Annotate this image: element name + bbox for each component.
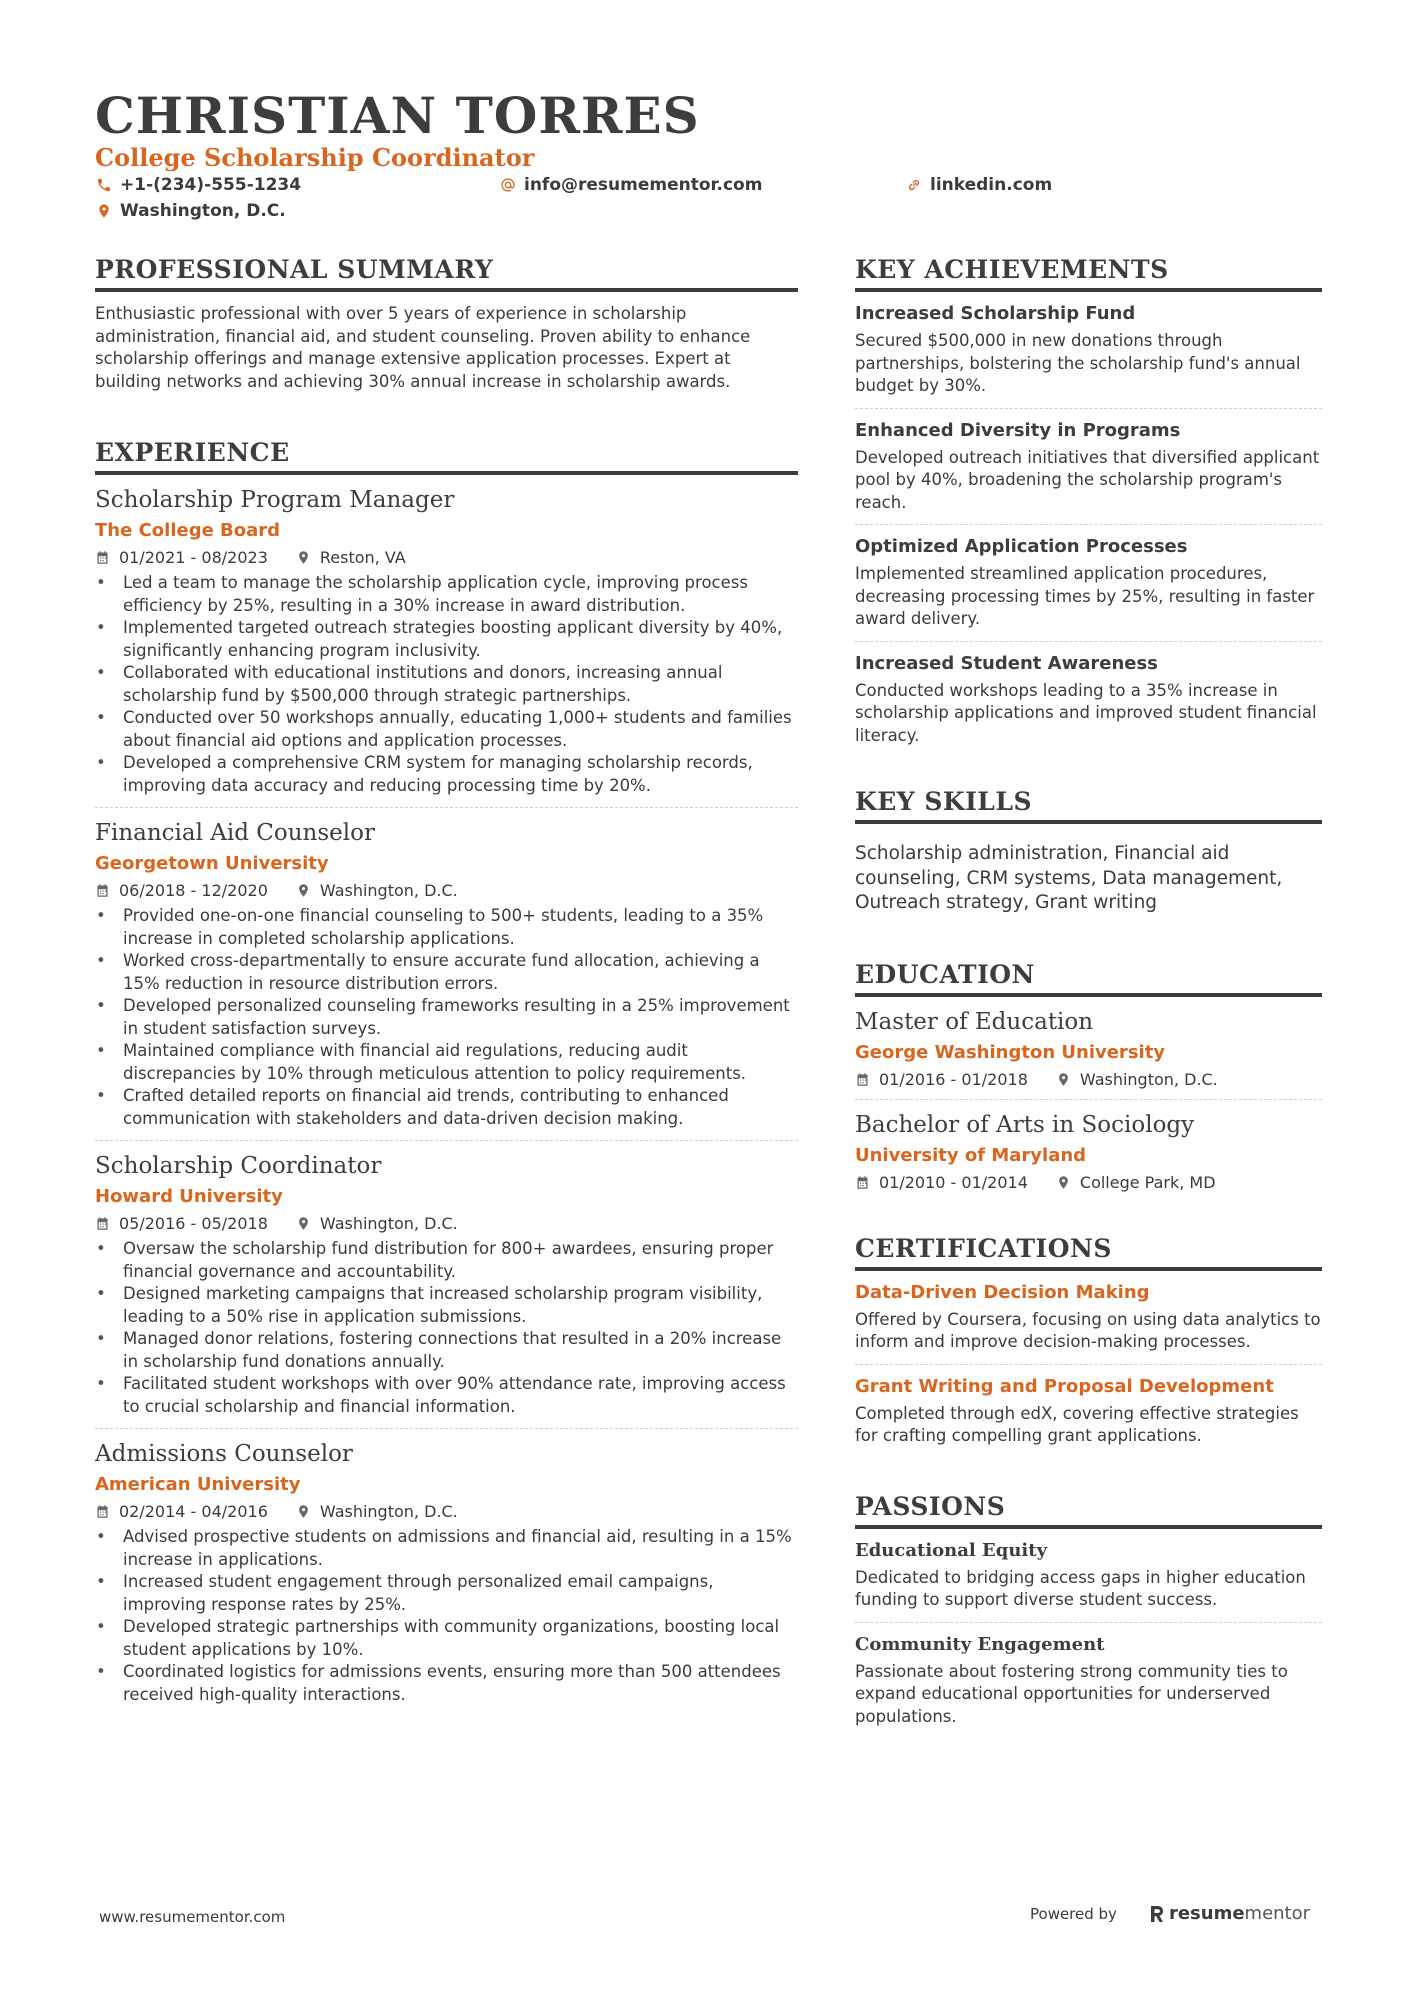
skills-section	[855, 787, 1322, 916]
date-range	[95, 1502, 268, 1521]
achievement-item	[855, 653, 1322, 748]
bullet-item: • Conducted over 50 workshops annually, educating 1,000+ students and families about financial aid options and application processes.	[95, 707, 798, 752]
meta-row	[95, 548, 798, 567]
bullet-item: • Worked cross-departmentally to ensure accurate fund allocation, achieving a 15% reduction in resource distribution errors.	[95, 950, 798, 995]
degree-title: Master of Education	[855, 1008, 1094, 1035]
divider	[855, 1622, 1322, 1623]
achievement-desc: Conducted workshops leading to a 35% increase in scholarship applications and improved student financial literacy.	[855, 680, 1317, 745]
achievement-desc: Secured $500,000 in new donations through partnerships, bolstering the scholarship fund's annual budget by 30%.	[855, 331, 1301, 395]
right-column	[855, 255, 1322, 1728]
company-name: American University	[95, 1474, 301, 1495]
brand-light: mentor	[1244, 1903, 1311, 1924]
footer-website[interactable]: www.resumementor.com	[99, 1908, 286, 1926]
brand-logo[interactable]	[1149, 1903, 1310, 1924]
email-text: info@resumementor.com	[524, 175, 763, 195]
passion-item	[855, 1540, 1322, 1623]
bullet-item: • Oversaw the scholarship fund distribution for 800+ awardees, ensuring proper financial governance and accountability.	[95, 1238, 798, 1283]
achievement-item	[855, 536, 1322, 642]
location-text: Washington, D.C.	[319, 1502, 458, 1521]
summary-heading: PROFESSIONAL SUMMARY	[95, 255, 798, 292]
achievements-heading: KEY ACHIEVEMENTS	[855, 255, 1322, 292]
achievement-item	[855, 420, 1322, 526]
date-text: 01/2010 - 01/2014	[879, 1172, 1028, 1192]
certification-item	[855, 1282, 1322, 1365]
achievement-title: Increased Student Awareness	[855, 652, 1158, 674]
linkedin-text: linkedin.com	[930, 175, 1053, 195]
meta-location	[296, 1214, 458, 1233]
divider	[855, 524, 1322, 525]
bullet-item: • Advised prospective students on admissions and financial aid, resulting in a 15% increase in applications.	[95, 1526, 798, 1571]
location-pin-icon	[1056, 1072, 1071, 1087]
passions-list	[855, 1540, 1322, 1729]
experience-heading: EXPERIENCE	[95, 438, 798, 475]
certification-desc: Offered by Coursera, focusing on using data analytics to inform and improve decision-making processes.	[855, 1309, 1321, 1351]
passion-title: Community Engagement	[855, 1633, 1105, 1655]
company-name: Howard University	[95, 1186, 283, 1207]
job-bullets	[95, 1526, 798, 1706]
calendar-icon	[855, 1072, 870, 1087]
divider	[855, 1364, 1322, 1365]
certification-title: Data-Driven Decision Making	[855, 1281, 1150, 1303]
divider	[855, 408, 1322, 409]
job-entry	[95, 487, 798, 808]
candidate-name: CHRISTIAN TORRES	[95, 86, 700, 145]
job-title: Admissions Counselor	[95, 1441, 353, 1467]
calendar-icon	[855, 1175, 870, 1190]
location-text: Washington, D.C.	[319, 881, 458, 900]
passion-desc: Passionate about fostering strong community ties to expand educational opportunities for underserved populations.	[855, 1661, 1288, 1726]
at-icon	[500, 177, 516, 193]
location-text: Washington, D.C.	[1079, 1069, 1218, 1089]
bullet-item: • Implemented targeted outreach strategies boosting applicant diversity by 40%, significantly enhancing program inclusivity.	[95, 617, 798, 662]
meta-location	[296, 881, 458, 900]
location-pin-icon	[296, 1504, 311, 1519]
calendar-icon	[95, 1216, 110, 1231]
meta-location	[1056, 1173, 1216, 1192]
job-bullets	[95, 1238, 798, 1418]
passion-desc: Dedicated to bridging access gaps in higher education funding to support diverse student success.	[855, 1567, 1306, 1609]
divider	[95, 1140, 798, 1141]
date-text: 01/2016 - 01/2018	[879, 1069, 1028, 1089]
bullet-item: • Crafted detailed reports on financial aid trends, contributing to enhanced communication with stakeholders and data-driven decision making.	[95, 1085, 798, 1130]
bullet-item: • Coordinated logistics for admissions events, ensuring more than 500 attendees received high-quality interactions.	[95, 1661, 798, 1706]
passion-item	[855, 1634, 1322, 1729]
bullet-item: • Led a team to manage the scholarship application cycle, improving process efficiency by 25%, resulting in a 30% increase in award distribution.	[95, 572, 798, 617]
calendar-icon	[95, 883, 110, 898]
experience-list	[95, 487, 798, 1706]
location-pin-icon	[296, 883, 311, 898]
summary-text: Enthusiastic professional with over 5 years of experience in scholarship administration, financial aid, and student counseling. Proven ability to enhance scholarship offerings and manage extensive application processes. Expert at building networks and achieving 30% annual increase in scholarship awards.	[95, 304, 751, 391]
certifications-heading: CERTIFICATIONS	[855, 1234, 1322, 1271]
skills-text: Scholarship administration, Financial aid counseling, CRM systems, Data management, Outreach strategy, Grant writing	[855, 843, 1283, 913]
date-text: 02/2014 - 04/2016	[119, 1502, 268, 1521]
calendar-icon	[95, 1504, 110, 1519]
skills-heading: KEY SKILLS	[855, 787, 1322, 824]
location-pin-icon	[296, 1216, 311, 1231]
footer-powered	[1030, 1903, 1310, 1924]
location-text: Reston, VA	[319, 548, 406, 567]
resumementor-logo-icon	[1149, 1904, 1165, 1924]
contact-linkedin[interactable]	[906, 175, 1052, 195]
divider	[855, 641, 1322, 642]
date-range	[95, 1214, 268, 1233]
date-text: 01/2021 - 08/2023	[119, 548, 268, 567]
divider	[855, 1099, 1322, 1100]
date-range	[95, 548, 268, 567]
passions-section	[855, 1492, 1322, 1729]
bullet-item: • Increased student engagement through personalized email campaigns, improving response rates by 25%.	[95, 1571, 798, 1616]
date-text: 06/2018 - 12/2020	[119, 881, 268, 900]
certification-title: Grant Writing and Proposal Development	[855, 1375, 1274, 1397]
bullet-item: • Developed personalized counseling frameworks resulting in a 25% improvement in student satisfaction surveys.	[95, 995, 798, 1040]
location-pin-icon	[96, 203, 112, 219]
company-name: Georgetown University	[95, 853, 329, 874]
bullet-item: • Developed a comprehensive CRM system for managing scholarship records, improving data accuracy and reducing processing time by 20%.	[95, 752, 798, 797]
education-heading: EDUCATION	[855, 960, 1322, 997]
degree-title: Bachelor of Arts in Sociology	[855, 1111, 1195, 1138]
date-range	[855, 1173, 1028, 1192]
date-range	[855, 1070, 1028, 1089]
meta-row	[95, 1502, 798, 1521]
education-item	[855, 1009, 1322, 1100]
meta-location	[296, 548, 406, 567]
meta-row	[95, 1214, 798, 1233]
achievement-item	[855, 303, 1322, 409]
education-list	[855, 1009, 1322, 1192]
job-title: Scholarship Coordinator	[95, 1153, 382, 1179]
contact-phone[interactable]	[96, 175, 301, 195]
bullet-item: • Collaborated with educational institutions and donors, increasing annual scholarship fund by $500,000 through strategic partnerships.	[95, 662, 798, 707]
bullet-item: • Designed marketing campaigns that increased scholarship program visibility, leading to a 50% rise in application submissions.	[95, 1283, 798, 1328]
passion-title: Educational Equity	[855, 1539, 1048, 1561]
job-entry	[95, 820, 798, 1141]
candidate-title: College Scholarship Coordinator	[95, 143, 535, 172]
location-text: Washington, D.C.	[319, 1214, 458, 1233]
phone-text: +1-(234)-555-1234	[120, 175, 302, 195]
job-title: Financial Aid Counselor	[95, 820, 375, 846]
school-name: George Washington University	[855, 1041, 1166, 1063]
education-item	[855, 1112, 1322, 1192]
meta-location	[296, 1502, 458, 1521]
date-range	[95, 881, 268, 900]
experience-section	[95, 438, 798, 1706]
job-bullets	[95, 572, 798, 797]
achievement-desc: Implemented streamlined application procedures, decreasing processing times by 25%, resulting in faster award delivery.	[855, 564, 1315, 628]
contact-email[interactable]	[500, 175, 762, 195]
location-pin-icon	[1056, 1175, 1071, 1190]
location-text: College Park, MD	[1079, 1172, 1216, 1192]
location-text: Washington, D.C.	[120, 201, 286, 221]
bullet-item: • Managed donor relations, fostering connections that resulted in a 20% increase in scholarship fund donations annually.	[95, 1328, 798, 1373]
job-entry	[95, 1441, 798, 1706]
date-text: 05/2016 - 05/2018	[119, 1214, 268, 1233]
meta-row	[855, 1070, 1322, 1089]
achievement-title: Enhanced Diversity in Programs	[855, 419, 1181, 441]
certifications-list	[855, 1282, 1322, 1448]
passions-heading: PASSIONS	[855, 1492, 1322, 1529]
education-section	[855, 960, 1322, 1192]
achievement-desc: Developed outreach initiatives that diversified applicant pool by 40%, broadening the scholarship program's reach.	[855, 447, 1320, 512]
bullet-item: • Maintained compliance with financial aid regulations, reducing audit discrepancies by 10% through meticulous attention to policy requirements.	[95, 1040, 798, 1085]
contact-location	[96, 201, 286, 221]
job-entry	[95, 1153, 798, 1429]
calendar-icon	[95, 550, 110, 565]
link-icon	[906, 177, 922, 193]
phone-icon	[96, 177, 112, 193]
school-name: University of Maryland	[855, 1144, 1087, 1166]
divider	[95, 807, 798, 808]
job-title: Scholarship Program Manager	[95, 487, 455, 513]
bullet-item: • Developed strategic partnerships with community organizations, boosting local student applications by 10%.	[95, 1616, 798, 1661]
location-pin-icon	[296, 550, 311, 565]
brand-bold: resume	[1168, 1903, 1245, 1924]
achievement-title: Increased Scholarship Fund	[855, 303, 1136, 324]
meta-location	[1056, 1070, 1218, 1089]
achievements-section	[855, 255, 1322, 747]
meta-row	[855, 1173, 1322, 1192]
achievement-title: Optimized Application Processes	[855, 536, 1188, 557]
bullet-item: • Provided one-on-one financial counseling to 500+ students, leading to a 35% increase in completed scholarship applications.	[95, 905, 798, 950]
powered-by-label: Powered by	[1030, 1904, 1117, 1923]
company-name: The College Board	[95, 520, 281, 541]
divider	[95, 1428, 798, 1429]
meta-row	[95, 881, 798, 900]
certification-item	[855, 1376, 1322, 1448]
bullet-item: • Facilitated student workshops with over 90% attendance rate, improving access to crucial scholarship and financial information.	[95, 1373, 798, 1418]
certification-desc: Completed through edX, covering effective strategies for crafting compelling grant applications.	[855, 1403, 1299, 1445]
achievements-list	[855, 303, 1322, 747]
summary-section	[95, 255, 798, 393]
left-column	[95, 255, 798, 1706]
job-bullets	[95, 905, 798, 1130]
certifications-section	[855, 1234, 1322, 1448]
